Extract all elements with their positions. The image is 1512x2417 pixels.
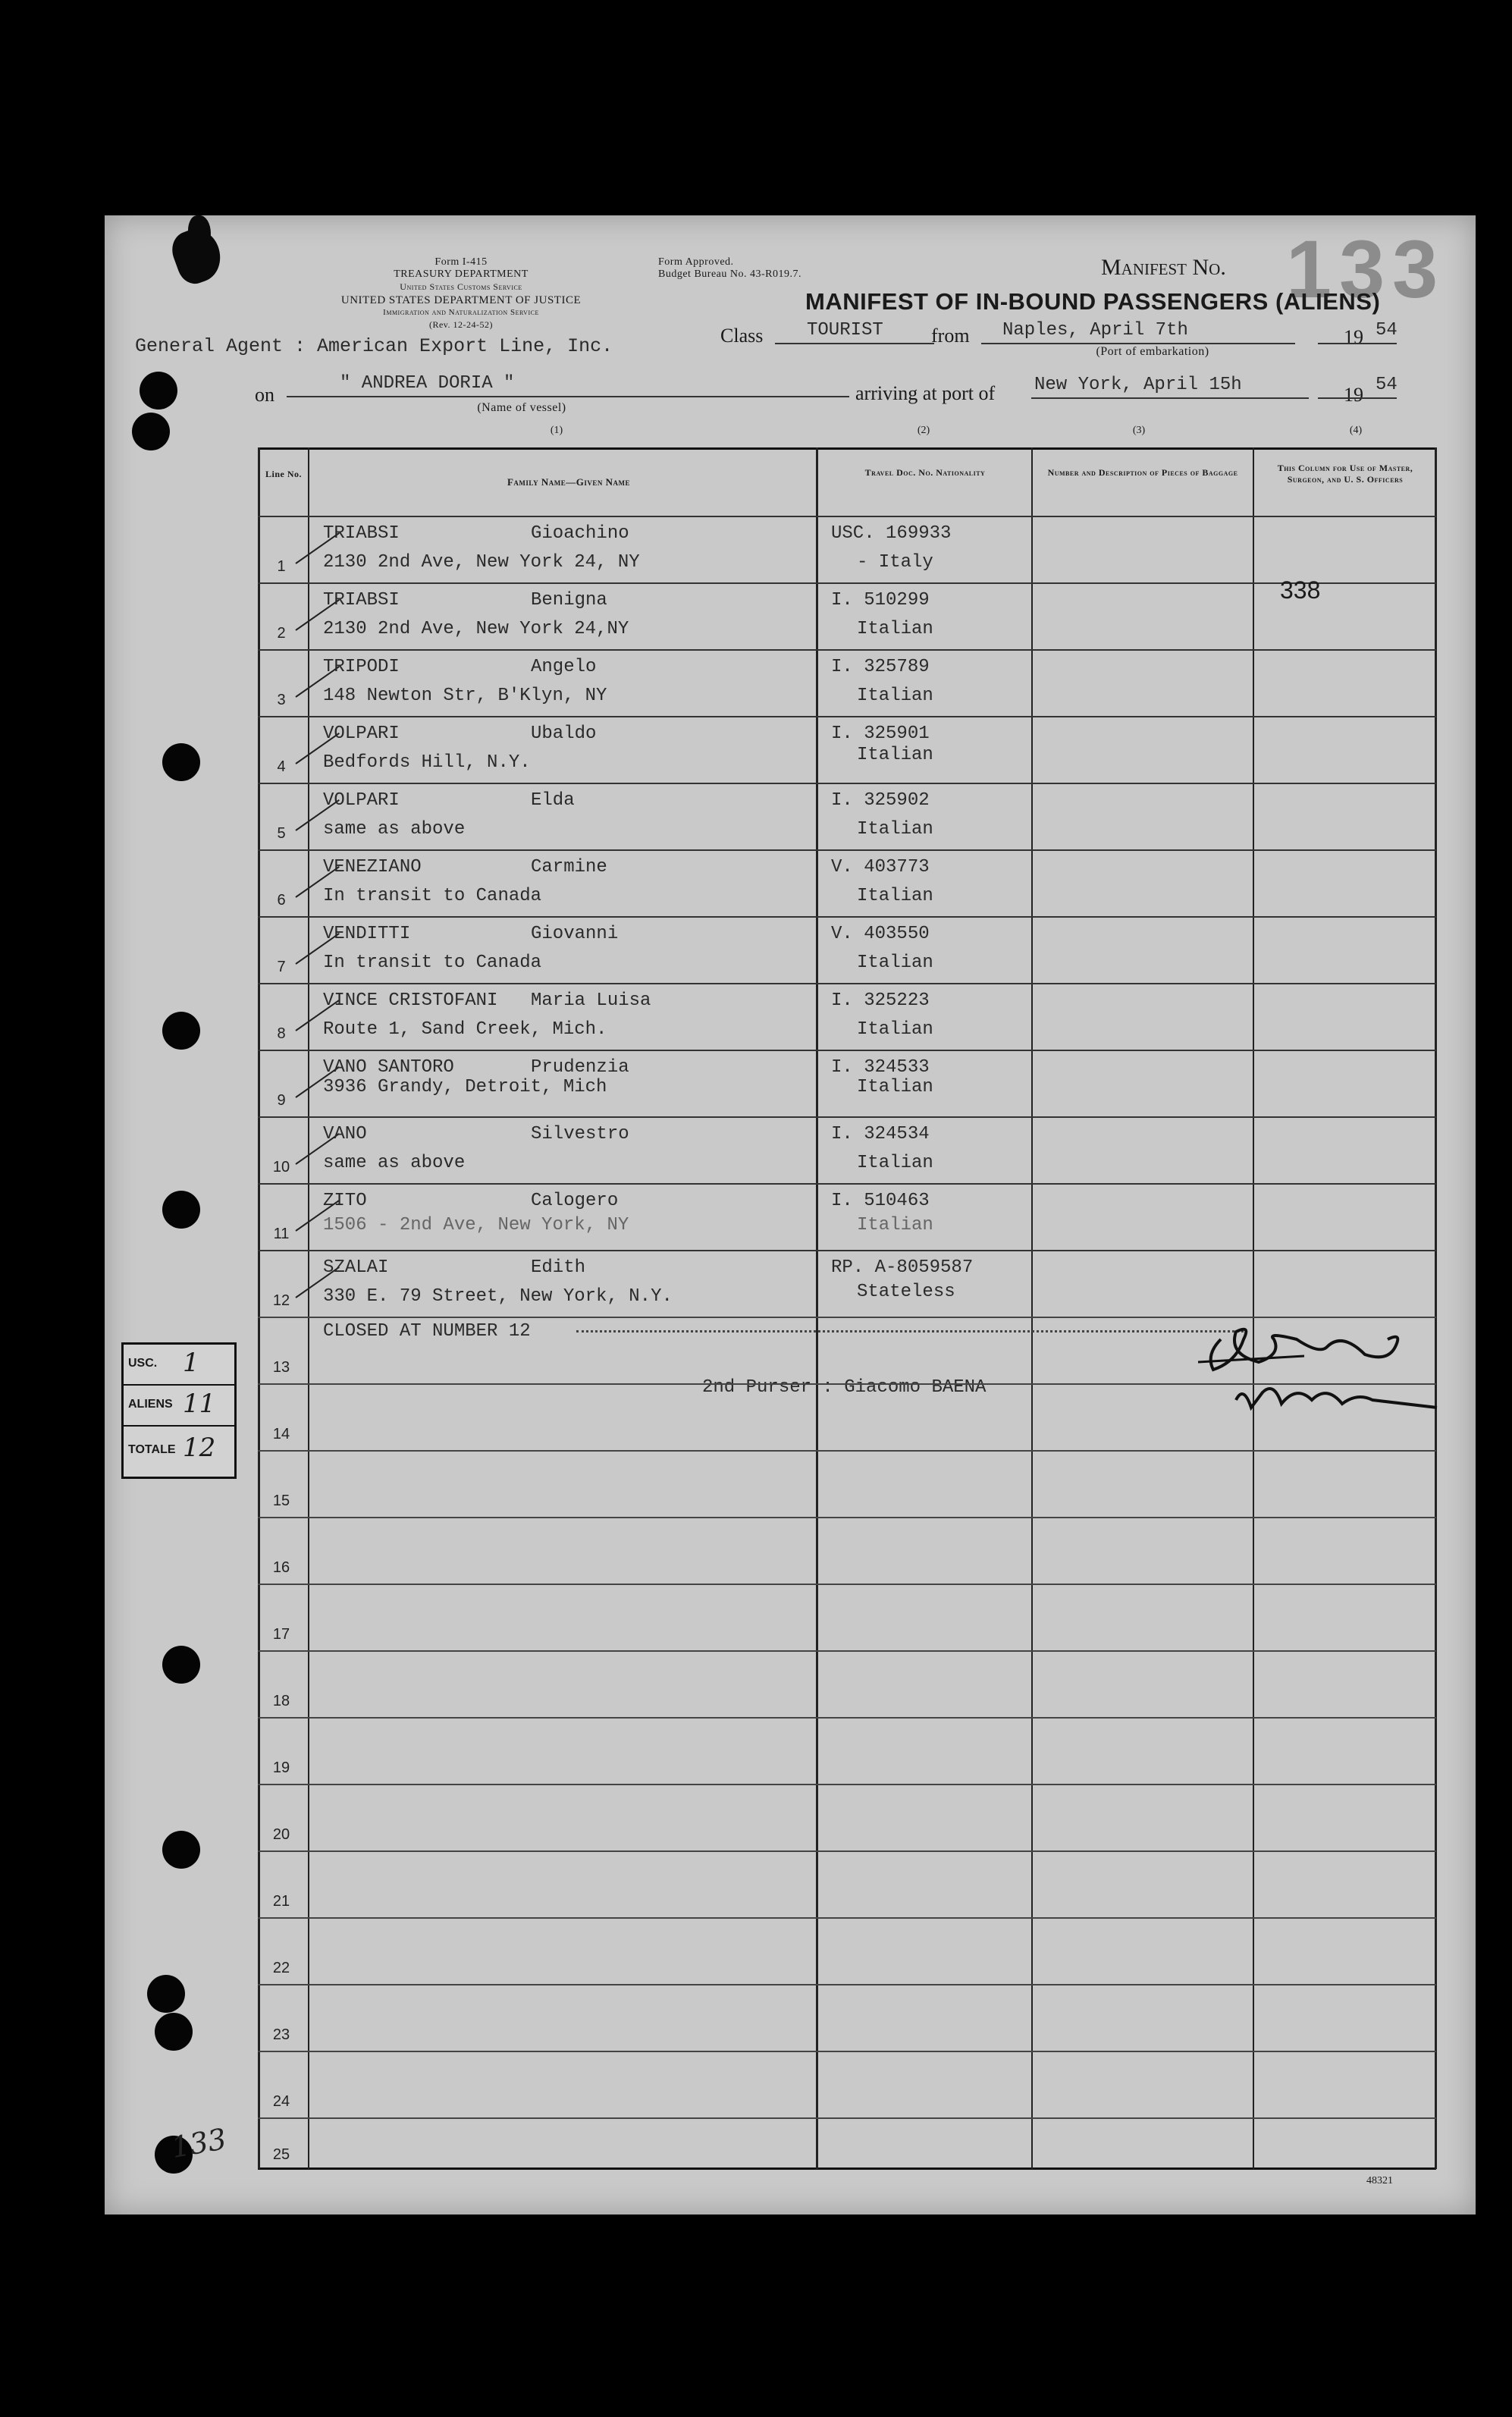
family-name: VOLPARI	[323, 790, 400, 811]
line-number: 6	[277, 892, 286, 909]
punch-hole	[140, 372, 177, 410]
punch-hole	[132, 413, 170, 450]
table-row	[258, 1050, 1436, 1118]
col3-number: (3)	[1132, 425, 1146, 436]
address: In transit to Canada	[323, 953, 542, 973]
nationality: Italian	[857, 953, 933, 973]
line-number: 4	[277, 758, 286, 775]
nationality: - Italy	[857, 552, 933, 573]
year-suffix-1: 54	[1376, 320, 1398, 341]
tally-usc	[124, 1345, 234, 1386]
travel-doc: RP. A-8059587	[831, 1257, 974, 1278]
line-number: 2	[277, 625, 286, 642]
punch-hole	[162, 1831, 200, 1869]
class-value: TOURIST	[807, 320, 883, 341]
margin-note: 133	[168, 2122, 229, 2164]
col2-number: (2)	[917, 425, 930, 436]
table-row	[258, 1584, 1436, 1652]
aliens-value: 11	[183, 1389, 216, 1419]
total-value: 12	[183, 1433, 216, 1463]
line-number: 24	[272, 2093, 290, 2110]
vessel-name: " ANDREA DORIA "	[340, 373, 515, 394]
class-label: Class	[720, 325, 764, 347]
col-header-travel-doc: Travel Doc. No. Nationality	[864, 467, 986, 478]
col-header-officers: This Column for Use of Master, Surgeon, and U. S. Officers	[1277, 463, 1413, 485]
punch-hole	[162, 1012, 200, 1050]
address: In transit to Canada	[323, 886, 542, 906]
address: same as above	[323, 1153, 466, 1173]
address: 2130 2nd Ave, New York 24, NY	[323, 552, 640, 573]
col4-number: (4)	[1349, 425, 1363, 436]
line-number: 10	[272, 1159, 290, 1176]
given-name: Giovanni	[531, 924, 619, 944]
manifest-sheet	[105, 215, 1476, 2215]
nationality: Italian	[857, 1215, 933, 1235]
line-number: 21	[272, 1893, 290, 1910]
address: 1506 - 2nd Ave, New York, NY	[323, 1215, 629, 1235]
punch-hole	[155, 2013, 193, 2051]
col-header-name: Family Name—Given Name	[507, 476, 630, 488]
line-number: 7	[277, 959, 286, 975]
table-row	[258, 1250, 1436, 1318]
line-number: 13	[272, 1359, 290, 1376]
form-footer-number: 48321	[1366, 2175, 1393, 2186]
col-header-line-no: Line No.	[265, 469, 302, 479]
revision: (Rev. 12-24-52)	[428, 319, 494, 330]
line-number: 12	[272, 1292, 290, 1309]
line-number: 20	[272, 1826, 290, 1843]
line-number: 23	[272, 2026, 290, 2043]
punch-hole	[162, 743, 200, 781]
year-prefix-1: 19	[1344, 326, 1363, 348]
table-row	[258, 716, 1436, 784]
travel-doc: I. 324533	[831, 1057, 930, 1078]
family-name: SZALAI	[323, 1257, 389, 1278]
family-name: VENDITTI	[323, 924, 411, 944]
travel-doc: I. 324534	[831, 1124, 930, 1144]
address: Route 1, Sand Creek, Mich.	[323, 1019, 607, 1040]
manifest-no-label: Manifest No.	[1101, 255, 1226, 280]
table-row	[258, 983, 1436, 1051]
nationality: Italian	[857, 886, 933, 906]
table-row	[258, 2117, 1436, 2169]
table-row	[258, 2051, 1436, 2119]
family-name: ZITO	[323, 1191, 367, 1211]
vessel-caption: (Name of vessel)	[477, 401, 566, 414]
total-label: TOTALE	[128, 1443, 176, 1456]
table-row	[258, 849, 1436, 918]
travel-doc: I. 325789	[831, 657, 930, 677]
line-number: 17	[272, 1626, 290, 1643]
table-row	[258, 1450, 1436, 1518]
line-number: 11	[273, 1226, 290, 1242]
line-number: 19	[272, 1759, 290, 1776]
table-row	[258, 1717, 1436, 1785]
officer-note: 338	[1280, 576, 1321, 604]
nationality: Italian	[857, 1077, 933, 1097]
ins-service: Immigration and Naturalization Service	[383, 308, 539, 317]
family-name: VINCE CRISTOFANI	[323, 990, 498, 1011]
travel-doc: I. 510463	[831, 1191, 930, 1211]
table-row	[258, 1650, 1436, 1719]
table-row	[258, 1784, 1436, 1852]
travel-doc: V. 403550	[831, 924, 930, 944]
line-number: 16	[272, 1559, 290, 1576]
year-suffix-2: 54	[1376, 375, 1398, 395]
line-number: 15	[272, 1493, 290, 1509]
punch-hole	[162, 1646, 200, 1684]
travel-doc: V. 403773	[831, 857, 930, 877]
usc-value: 1	[183, 1348, 199, 1378]
address: same as above	[323, 819, 466, 840]
passenger-rows	[258, 516, 1436, 1317]
nationality: Italian	[857, 745, 933, 765]
table-row	[258, 1984, 1436, 2052]
line-number: 8	[277, 1025, 286, 1042]
punch-hole	[162, 1191, 200, 1229]
family-name: VOLPARI	[323, 724, 400, 744]
table-row	[258, 1183, 1436, 1251]
from-value: Naples, April 7th	[1002, 320, 1188, 341]
purser-line: 2nd Purser : Giacomo BAENA	[702, 1377, 987, 1398]
nationality: Stateless	[857, 1282, 955, 1302]
travel-doc: I. 325902	[831, 790, 930, 811]
given-name: Carmine	[531, 857, 607, 877]
col-header-baggage: Number and Description of Pieces of Baggage	[1047, 467, 1238, 478]
travel-doc: I. 325901	[831, 724, 930, 744]
table-row	[258, 1517, 1436, 1585]
address: 3936 Grandy, Detroit, Mich	[323, 1077, 607, 1097]
table-row	[258, 783, 1436, 851]
given-name: Ubaldo	[531, 724, 597, 744]
table-row	[258, 1383, 1436, 1452]
year-prefix-2: 19	[1344, 384, 1363, 406]
address: Bedfords Hill, N.Y.	[323, 752, 531, 773]
family-name: VANO	[323, 1124, 367, 1144]
family-name: VENEZIANO	[323, 857, 422, 877]
approved-text: Form Approved.	[658, 256, 734, 268]
table-row	[258, 516, 1436, 584]
given-name: Calogero	[531, 1191, 619, 1211]
given-name: Angelo	[531, 657, 597, 677]
port-embark-caption: (Port of embarkation)	[1096, 345, 1209, 358]
line-number: 1	[277, 558, 286, 575]
tally-total	[124, 1427, 234, 1477]
on-label: on	[255, 384, 274, 406]
customs-service: United States Customs Service	[400, 281, 522, 292]
given-name: Elda	[531, 790, 575, 811]
general-agent: General Agent : American Export Line, Inc.	[135, 335, 613, 357]
travel-doc: I. 510299	[831, 590, 930, 611]
table-row	[258, 576, 1436, 651]
form-number: Form I-415	[434, 256, 488, 268]
line-number: 5	[277, 825, 286, 842]
table-row	[258, 649, 1436, 717]
tally-box	[121, 1342, 237, 1479]
travel-doc: I. 325223	[831, 990, 930, 1011]
form-header-left	[332, 256, 590, 331]
manifest-title: MANIFEST OF IN-BOUND PASSENGERS (ALIENS)	[805, 288, 1381, 315]
given-name: Silvestro	[531, 1124, 629, 1144]
budget-text: Budget Bureau No. 43-R019.7.	[658, 268, 801, 280]
line-number: 25	[272, 2146, 290, 2163]
travel-doc: USC. 169933	[831, 523, 952, 544]
address: 2130 2nd Ave, New York 24,NY	[323, 619, 629, 639]
table-row	[258, 916, 1436, 984]
line-number: 3	[277, 692, 286, 708]
manifest-number-stamp: 133	[1286, 223, 1446, 315]
given-name: Prudenzia	[531, 1057, 629, 1078]
from-label: from	[931, 325, 970, 347]
address: 330 E. 79 Street, New York, N.Y.	[323, 1286, 673, 1307]
nationality: Italian	[857, 686, 933, 706]
family-name: TRIPODI	[323, 657, 400, 677]
usc-label: USC.	[128, 1357, 158, 1370]
line-number: 9	[277, 1092, 286, 1109]
form-approval	[658, 256, 855, 281]
empty-rows	[258, 1317, 1436, 2167]
family-name: TRIABSI	[323, 523, 400, 544]
aliens-label: ALIENS	[128, 1398, 173, 1411]
nationality: Italian	[857, 1153, 933, 1173]
table-row	[258, 1850, 1436, 1919]
given-name: Edith	[531, 1257, 586, 1278]
arrival-port: New York, April 15h	[1034, 375, 1242, 395]
col1-number: (1)	[550, 425, 563, 436]
table-row	[258, 1917, 1436, 1985]
given-name: Maria Luisa	[531, 990, 651, 1011]
passenger-table	[258, 447, 1436, 2169]
nationality: Italian	[857, 1019, 933, 1040]
line-number: 18	[272, 1693, 290, 1709]
family-name: TRIABSI	[323, 590, 400, 611]
given-name: Benigna	[531, 590, 607, 611]
arriving-label: arriving at port of	[855, 382, 996, 404]
nationality: Italian	[857, 619, 933, 639]
treasury-dept: TREASURY DEPARTMENT	[394, 268, 529, 280]
line-number: 22	[272, 1960, 290, 1976]
line-number: 14	[272, 1426, 290, 1442]
tally-aliens	[124, 1386, 234, 1427]
justice-dept: UNITED STATES DEPARTMENT OF JUSTICE	[340, 294, 582, 306]
family-name: VANO SANTORO	[323, 1057, 454, 1078]
table-row	[258, 1317, 1436, 1385]
given-name: Gioachino	[531, 523, 629, 544]
closed-at-number: CLOSED AT NUMBER 12	[323, 1321, 531, 1342]
punch-hole	[147, 1975, 185, 2013]
nationality: Italian	[857, 819, 933, 840]
table-row	[258, 1116, 1436, 1185]
address: 148 Newton Str, B'Klyn, NY	[323, 686, 607, 706]
